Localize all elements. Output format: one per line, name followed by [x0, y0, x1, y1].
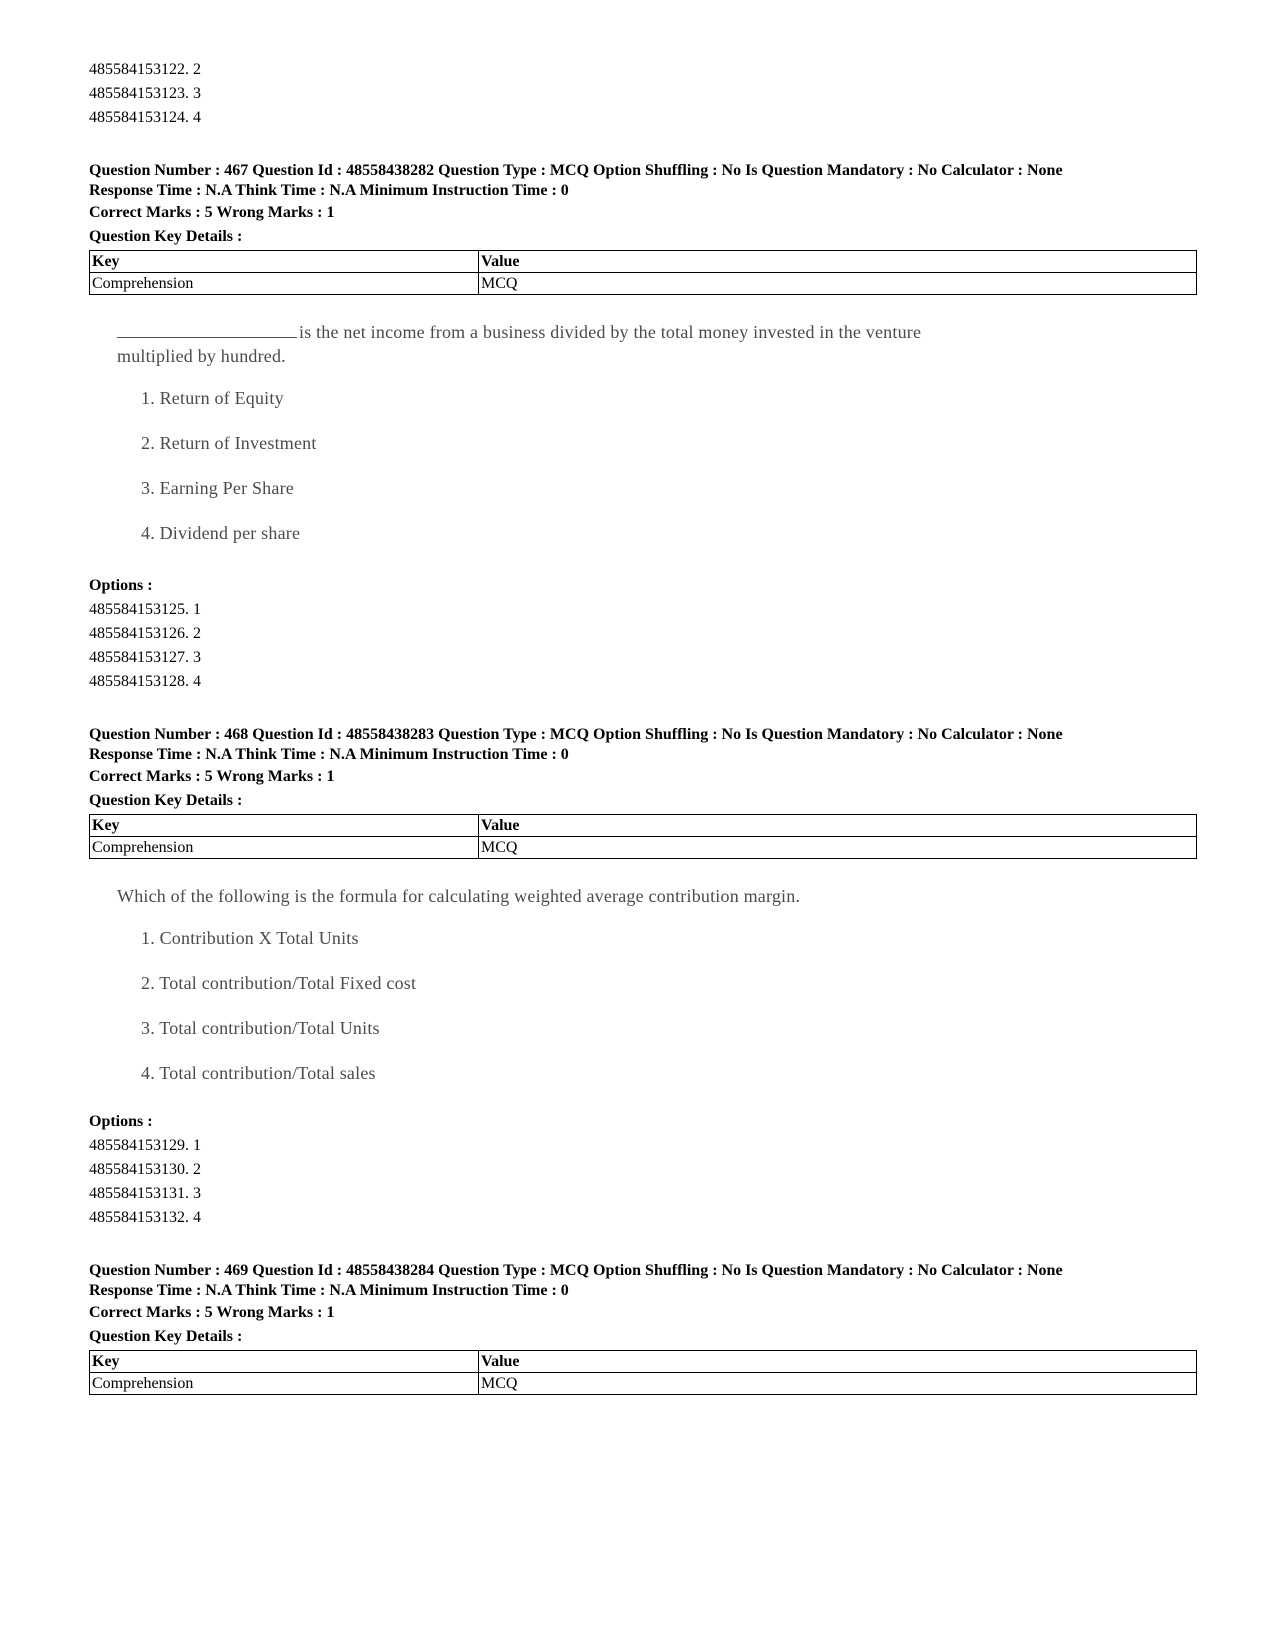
table-row: [90, 273, 1197, 295]
fill-in-blank: [117, 321, 297, 338]
choice-2: 2. Return of Investment: [141, 433, 317, 453]
marks-line: Correct Marks : 5 Wrong Marks : 1: [89, 204, 335, 221]
table-cell-value: MCQ: [479, 273, 1197, 295]
question-block-467: [89, 161, 1197, 694]
choice-3: 3. Total contribution/Total Units: [141, 1018, 380, 1038]
key-details-label: Question Key Details :: [89, 228, 243, 245]
question-meta-line-2: Response Time : N.A Think Time : N.A Minimum Instruction Time : 0: [89, 746, 569, 763]
question-stem-continuation: multiplied by hundred.: [117, 346, 286, 366]
question-header: [89, 161, 1197, 201]
key-details-table: [89, 1350, 1197, 1395]
question-meta-line-2: Response Time : N.A Think Time : N.A Minimum Instruction Time : 0: [89, 182, 569, 199]
choice-3: 3. Earning Per Share: [141, 478, 294, 498]
options-label: Options :: [89, 1113, 153, 1130]
option-id: 485584153127. 3: [89, 649, 201, 666]
option-id: 485584153126. 2: [89, 625, 201, 642]
question-image: [89, 320, 1197, 556]
question-stem: [89, 320, 1197, 344]
question-image: [89, 884, 1197, 1096]
marks-line: Correct Marks : 5 Wrong Marks : 1: [89, 1304, 335, 1321]
option-id: 485584153122. 2: [89, 61, 201, 78]
option-id: 485584153132. 4: [89, 1209, 201, 1226]
question-header: [89, 1261, 1197, 1301]
question-block-468: [89, 725, 1197, 1230]
option-id: 485584153124. 4: [89, 109, 201, 126]
choice-1: 1. Return of Equity: [141, 388, 284, 408]
document-page: [89, 58, 1197, 1395]
choice-4: 4. Dividend per share: [141, 523, 301, 543]
key-details-label: Question Key Details :: [89, 792, 243, 809]
table-cell-key: Comprehension: [90, 273, 479, 295]
table-header-value: Value: [479, 1351, 1197, 1373]
table-header-row: [90, 251, 1197, 273]
table-header-key: Key: [90, 251, 479, 273]
question-meta-line-1: Question Number : 467 Question Id : 48558438282 Question Type : MCQ Option Shuffling : No Is Question Mandatory : No Calculator : None: [89, 162, 1063, 179]
key-details-label: Question Key Details :: [89, 1328, 243, 1345]
table-header-value: Value: [479, 815, 1197, 837]
key-details-table: [89, 814, 1197, 859]
options-list-previous: [89, 58, 1197, 130]
question-meta-line-2: Response Time : N.A Think Time : N.A Minimum Instruction Time : 0: [89, 1282, 569, 1299]
table-row: [90, 837, 1197, 859]
table-row: [90, 1373, 1197, 1395]
table-header-key: Key: [90, 1351, 479, 1373]
table-cell-value: MCQ: [479, 1373, 1197, 1395]
question-stem-text: is the net income from a business divided by the total money invested in the venture: [299, 322, 922, 342]
table-cell-key: Comprehension: [90, 1373, 479, 1395]
marks-line: Correct Marks : 5 Wrong Marks : 1: [89, 768, 335, 785]
choice-1: 1. Contribution X Total Units: [141, 928, 359, 948]
option-id: 485584153123. 3: [89, 85, 201, 102]
question-meta-line-1: Question Number : 469 Question Id : 48558438284 Question Type : MCQ Option Shuffling : No Is Question Mandatory : No Calculator : None: [89, 1262, 1063, 1279]
question-block-469: [89, 1261, 1197, 1395]
question-meta-line-1: Question Number : 468 Question Id : 48558438283 Question Type : MCQ Option Shuffling : No Is Question Mandatory : No Calculator : None: [89, 726, 1063, 743]
table-cell-key: Comprehension: [90, 837, 479, 859]
question-header: [89, 725, 1197, 765]
option-id: 485584153125. 1: [89, 601, 201, 618]
options-section: [89, 574, 1197, 694]
table-header-value: Value: [479, 251, 1197, 273]
table-cell-value: MCQ: [479, 837, 1197, 859]
option-id: 485584153129. 1: [89, 1137, 201, 1154]
options-section: [89, 1110, 1197, 1230]
table-header-key: Key: [90, 815, 479, 837]
key-details-table: [89, 250, 1197, 295]
table-header-row: [90, 815, 1197, 837]
table-header-row: [90, 1351, 1197, 1373]
option-id: 485584153131. 3: [89, 1185, 201, 1202]
option-id: 485584153130. 2: [89, 1161, 201, 1178]
choice-4: 4. Total contribution/Total sales: [141, 1063, 376, 1083]
options-label: Options :: [89, 577, 153, 594]
question-stem: Which of the following is the formula for calculating weighted average contribution margin.: [117, 886, 801, 906]
option-id: 485584153128. 4: [89, 673, 201, 690]
choice-2: 2. Total contribution/Total Fixed cost: [141, 973, 417, 993]
